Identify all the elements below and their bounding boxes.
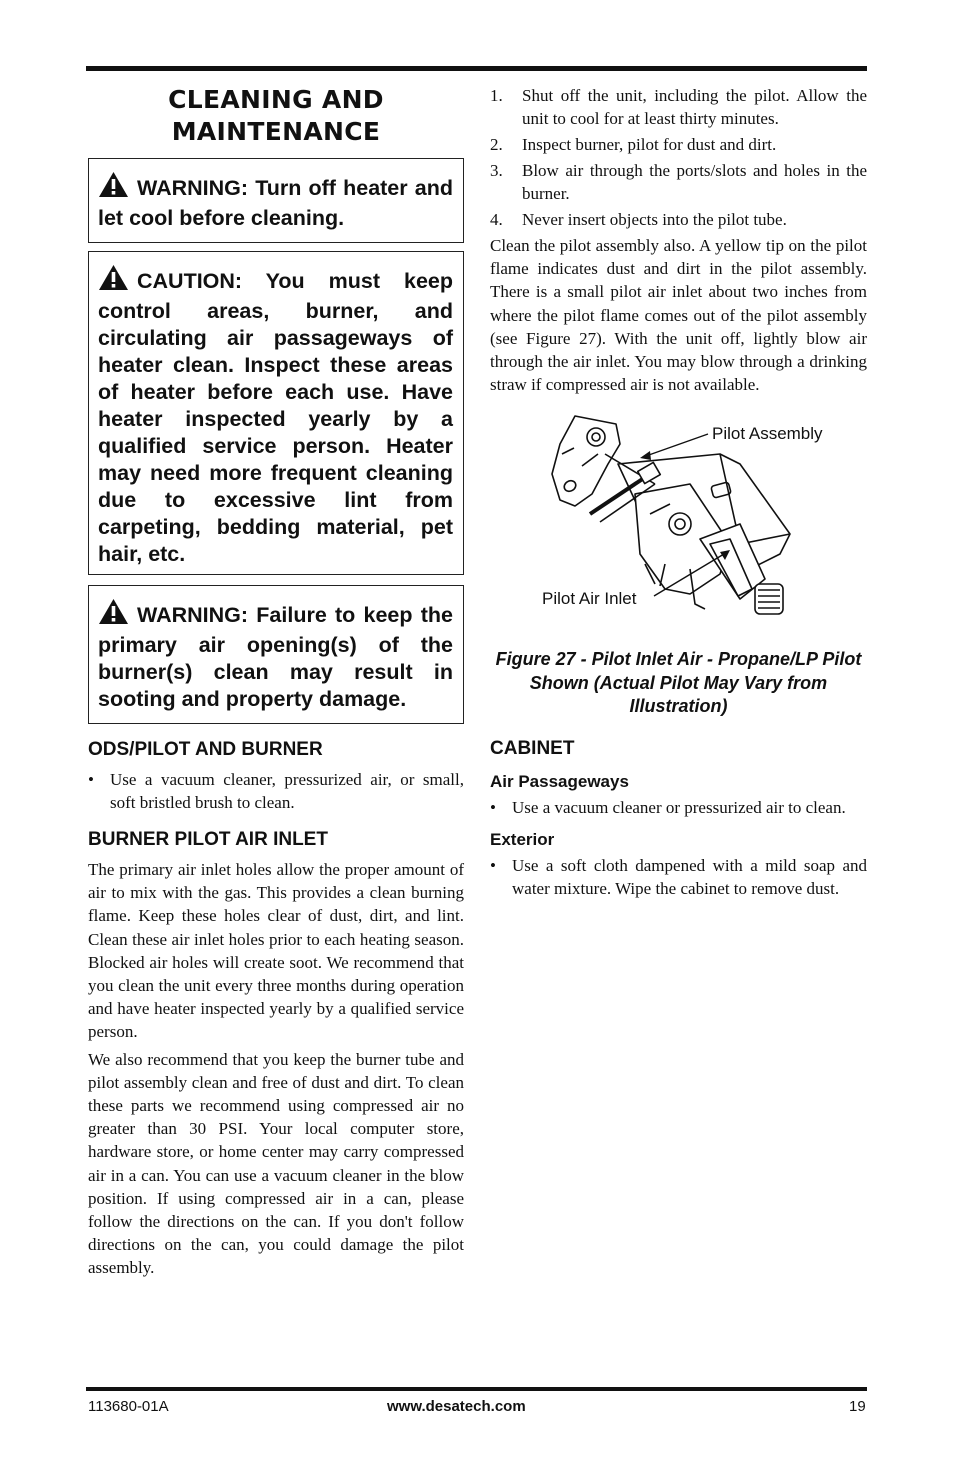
list-item: 3. Blow air through the ports/slots and holes in the burner. [490,161,867,203]
ods-list [88,768,464,814]
air-inlet-paragraph-1: The primary air inlet holes allow the proper amount of air to mix with the gas. This provides a clean burning flame. Keep these holes clear of dust, dirt, and lint. Clean these air inlet holes prior to each heating season. Blocked air holes will create soot. We recommend that you clean the unit every three months during operation and have heater inspected yearly by a qualified service person. [88,860,464,1042]
list-item: 1. Shut off the unit, including the pilot. Allow the unit to cool for at least thirty minutes. [490,86,867,128]
exterior-heading: Exterior [490,829,555,849]
title-line-2: MAINTENANCE [171,117,381,146]
list-item: • Use a vacuum cleaner or pressurized air to clean. [490,797,846,817]
figure-caption: Figure 27 - Pilot Inlet Air - Propane/LP Pilot Shown (Actual Pilot May Vary from Illustration) [495,649,862,717]
website-link[interactable]: www.desatech.com [387,1398,526,1415]
left-column [88,84,464,1284]
title-line-1: CLEANING AND [168,85,384,114]
right-column [490,84,867,900]
caution-text: CAUTION: You must keep control areas, burner, and circulating air passageways of heater clean. Inspect these areas of heater before each use. Have heater inspected yearly by a qualified service person. Heater may need more frequent cleaning due to excessive lint from carpeting, bedding material, pet hair, etc. [98,269,453,566]
label-pilot-air-inlet: Pilot Air Inlet [542,589,637,609]
bottom-rule [86,1387,867,1391]
cleaning-steps [490,84,867,231]
ods-heading: ODS/PILOT AND BURNER [88,739,323,760]
page-number: 19 [849,1398,866,1415]
page-title [88,84,464,148]
list-item: • Use a vacuum cleaner, pressurized air, or small, soft bristled brush to clean. [88,770,464,812]
warning-triangle-icon [98,598,129,632]
warning-triangle-icon [98,264,129,298]
doc-number: 113680-01A [88,1398,169,1415]
caution-box [88,251,464,575]
list-item: • Use a soft cloth dampened with a mild soap and water mixture. Wipe the cabinet to remove dust. [490,855,867,898]
pilot-paragraph: Clean the pilot assembly also. A yellow tip on the pilot flame indicates dust and dirt in the pilot assembly. There is a small pilot air inlet about two inches from where the pilot flame comes out of the pilot assembly (see Figure 27). With the unit off, lightly blow air through the air inlet. You may blow through a drinking straw if compressed air is not available. [490,236,867,395]
label-pilot-assembly: Pilot Assembly [712,424,823,444]
warning-text: WARNING: Failure to keep the primary air opening(s) of the burner(s) clean may result in sooting and property damage. [98,603,453,711]
air-inlet-paragraph-2: We also recommend that you keep the burner tube and pilot assembly clean and free of dust and dirt. To clean these parts we recommend using compressed air no greater than 30 PSI. Your local computer store, hardware store, or home center may carry compressed air in a can. You can use a vacuum cleaner in the blow position. If using compressed air in a can, please follow the directions on the can. If you don't follow directions on the can, you could damage the pilot assembly. [88,1049,464,1278]
warning-box-cool [88,158,464,243]
warning-text: WARNING: Turn off heater and let cool before cleaning. [98,176,453,230]
top-rule [86,66,867,71]
air-passageways-list [490,796,867,819]
list-item: 2. Inspect burner, pilot for dust and dirt. [490,135,777,154]
list-item: 4. Never insert objects into the pilot tube. [490,210,787,229]
figure-27 [490,404,867,644]
warning-box-sooting [88,585,464,724]
warning-triangle-icon [98,171,129,205]
air-passageways-heading: Air Passageways [490,771,629,791]
cabinet-heading: CABINET [490,737,575,759]
air-inlet-heading: BURNER PILOT AIR INLET [88,829,328,850]
exterior-list [490,854,867,900]
